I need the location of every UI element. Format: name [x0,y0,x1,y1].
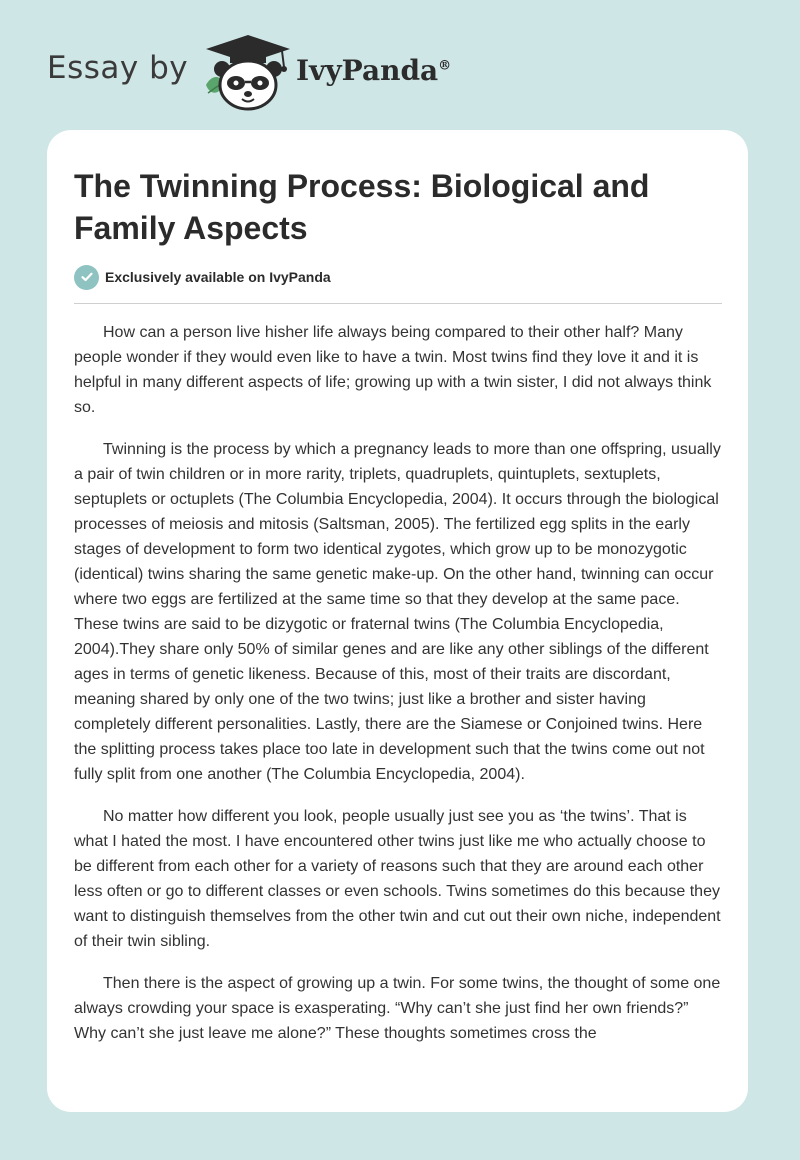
essay-title: The Twinning Process: Biological and Family Aspects [74,168,650,246]
panda-graduate-icon [202,33,294,111]
paragraph: No matter how different you look, people usually just see you as ‘the twins’. That is what I hated the most. I have encountered other twins just like me who actually choose to be different from each other for a variety of reasons such that they are around each other less often or go to different classes or even schools. Twins sometimes do this because they want to distinguish themselves from the other twin and cut out their own niche, independent of their twin sibling. [74,808,721,950]
check-circle-icon [74,265,99,290]
essay-body [74,320,724,1063]
divider [74,303,722,304]
essay-card [47,130,748,1112]
brand-name: IvyPanda® [296,54,452,87]
exclusive-badge [74,264,331,290]
essay-by-label: Essay by [47,50,189,86]
exclusive-badge-label: Exclusively available on IvyPanda [105,269,331,285]
paragraph: Then there is the aspect of growing up a twin. For some twins, the thought of some one always crowding your space is exasperating. “Why can’t she just find her own friends?” Why can’t she just leave me alone?” These thoughts sometimes cross the [74,975,721,1042]
paragraph: How can a person live hisher life always being compared to their other half? Many people wonder if they would even like to have a twin. Most twins find they love it and it is helpful in many different aspects of life; growing up with a twin sister, I did not always think so. [74,324,712,416]
site-header [0,0,800,130]
paragraph: Twinning is the process by which a pregnancy leads to more than one offspring, usually a pair of twin children or in more rarity, triplets, quadruplets, quintuplets, sextuplets, septuplets or octuplets (The Columbia Encyclopedia, 2004). It occurs through the biological processes of meiosis and mitosis (Saltsman, 2005). The fertilized egg splits in the early stages of development to form two identical zygotes, which grow up to be monozygotic (identical) twins sharing the same genetic make-up. On the other hand, twinning can occur where two eggs are fertilized at the same time so that they develop at the same pace. These twins are said to be dizygotic or fraternal twins (The Columbia Encyclopedia, 2004).They share only 50% of similar genes and are like any other siblings of the different ages in terms of genetic likeness. Because of this, most of their traits are discordant, meaning shared by only one of the two twins; just like a brother and sister having completely different personalities. Lastly, there are the Siamese or Conjoined twins. Here the splitting process takes place too late in development such that the twins come out not fully split from one another (The Columbia Encyclopedia, 2004). [74,441,721,783]
